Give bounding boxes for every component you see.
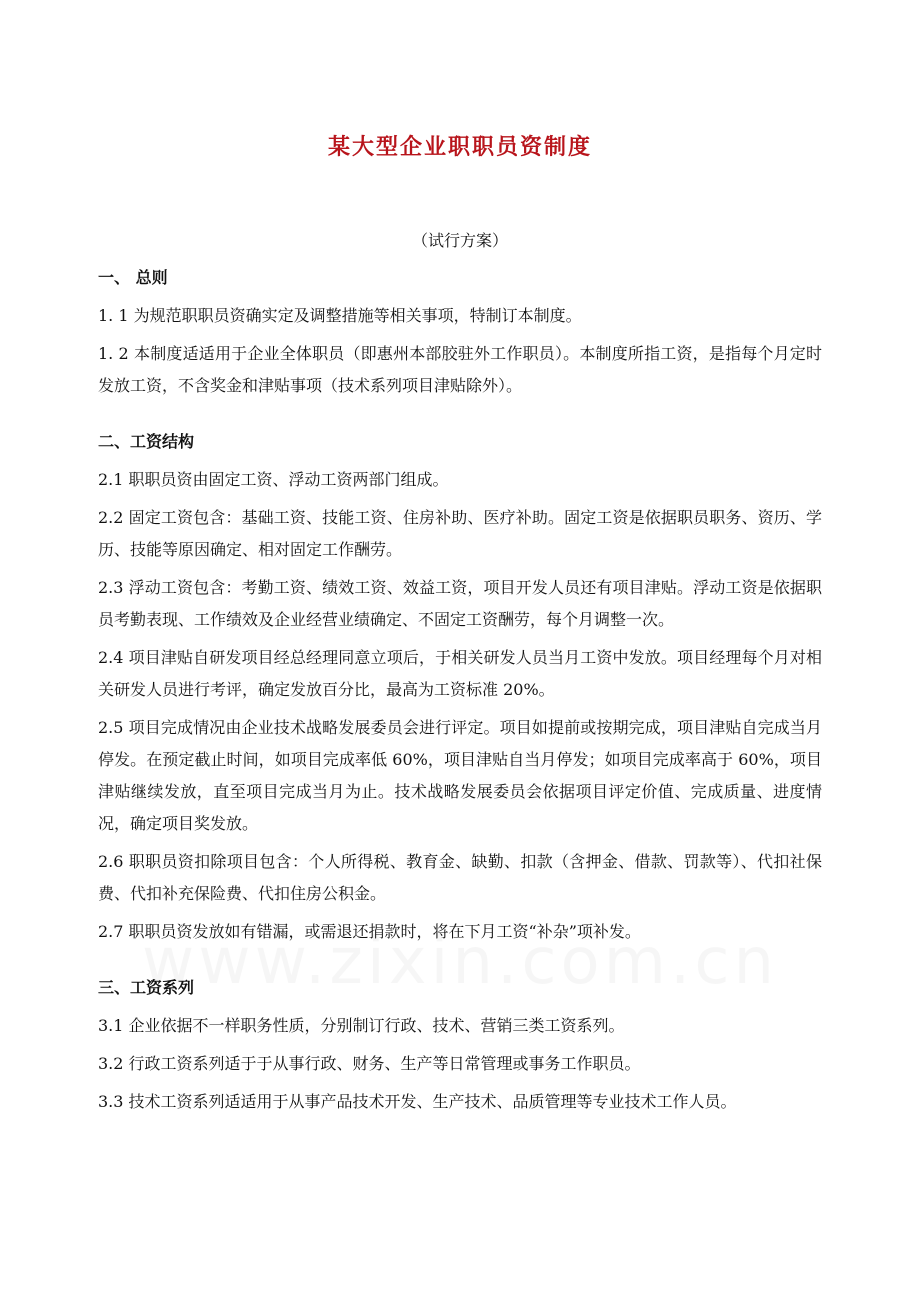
document-body [98, 262, 822, 1118]
paragraph-2-3: 2.3 浮动工资包含：考勤工资、绩效工资、效益工资，项目开发人员还有项目津贴。浮动工资是依据职员考勤表现、工作绩效及企业经营业绩确定、不固定工资酬劳，每个月调整一次。 [98, 578, 822, 629]
section-heading-2: 二、工资结构 [98, 432, 195, 451]
paragraph-2-5: 2.5 项目完成情况由企业技术战略发展委员会进行评定。项目如提前或按期完成，项目津贴自完成当月停发。在预定截止时间，如项目完成率低 60%，项目津贴自当月停发；如项目完成率高于 60%，项目津贴继续发放，直至项目完成当月为止。技术战略发展委员会依据项目评定价值、完成质量、进度情况，确定项目奖发放。 [98, 718, 822, 833]
paragraph-3-1: 3.1 企业依据不一样职务性质，分别制订行政、技术、营销三类工资系列。 [98, 1016, 625, 1035]
section-heading-3: 三、工资系列 [98, 978, 195, 997]
document-title: 某大型企业职职员资制度 [327, 135, 592, 160]
paragraph-2-1: 2.1 职职员资由固定工资、浮动工资两部门组成。 [98, 470, 449, 489]
document-subtitle: （试行方案） [411, 231, 508, 250]
paragraph-2-7: 2.7 职职员资发放如有错漏，或需退还捐款时，将在下月工资“补杂”项补发。 [98, 922, 641, 941]
paragraph-2-2: 2.2 固定工资包含：基础工资、技能工资、住房补助、医疗补助。固定工资是依据职员职务、资历、学历、技能等原因确定、相对固定工作酬劳。 [98, 508, 822, 559]
paragraph-1-1: 1. 1 为规范职职员资确实定及调整措施等相关事项，特制订本制度。 [98, 306, 582, 325]
section-heading-1: 一、 总则 [98, 268, 168, 287]
paragraph-1-2: 1. 2 本制度适适用于企业全体职员（即惠州本部胶驻外工作职员）。本制度所指工资，是指每个月定时发放工资，不含奖金和津贴事项（技术系列项目津贴除外）。 [98, 344, 822, 395]
paragraph-3-2: 3.2 行政工资系列适于于从事行政、财务、生产等日常管理或事务工作职员。 [98, 1054, 641, 1073]
paragraph-2-4: 2.4 项目津贴自研发项目经总经理同意立项后，于相关研发人员当月工资中发放。项目经理每个月对相关研发人员进行考评，确定发放百分比，最高为工资标准 20%。 [98, 648, 822, 699]
paragraph-3-3: 3.3 技术工资系列适适用于从事产品技术开发、生产技术、品质管理等专业技术工作人员。 [98, 1092, 737, 1111]
paragraph-2-6: 2.6 职职员资扣除项目包含：个人所得税、教育金、缺勤、扣款（含押金、借款、罚款等）、代扣社保费、代扣补充保险费、代扣住房公积金。 [98, 852, 822, 903]
